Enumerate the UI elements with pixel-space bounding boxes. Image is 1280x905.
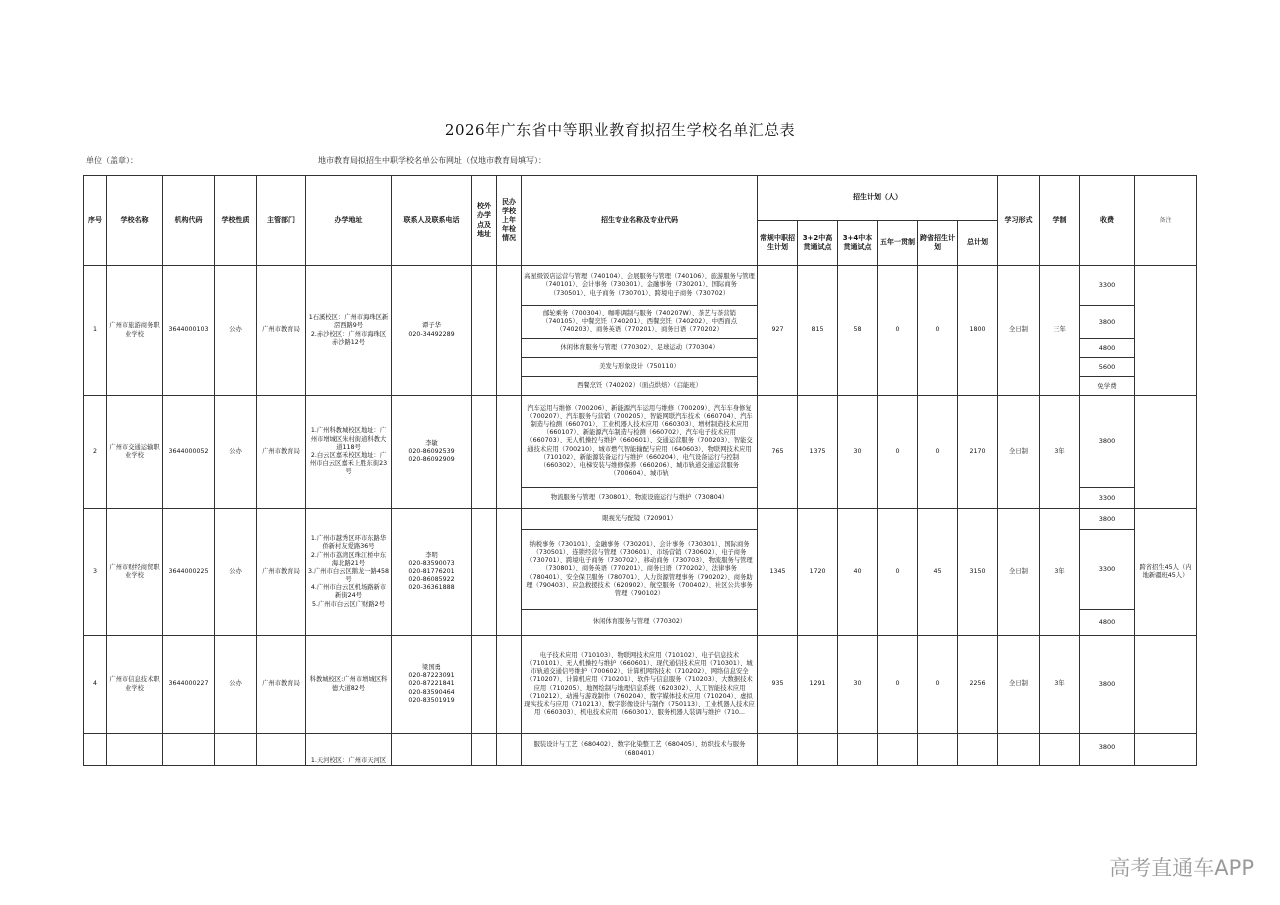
header-plan-group: 招生计划（人） [758, 176, 998, 221]
header-majors: 招生专业名称及专业代码 [522, 176, 758, 266]
cell-authority: 广州市教育局 [257, 509, 306, 636]
cell-note: 跨省招生45人（内地新疆班45人） [1135, 509, 1197, 636]
cell-nature: 公办 [215, 509, 257, 636]
cell-fee: 3300 [1080, 530, 1135, 610]
cell-off-campus [472, 266, 497, 396]
cell-plan-34: 30 [838, 636, 878, 734]
cell-address: 科教城校区:广州市增城区科德大道82号 [306, 636, 392, 734]
cell-seq [84, 734, 107, 766]
cell-fee: 3800 [1080, 734, 1135, 766]
cell-fee: 3800 [1080, 396, 1135, 488]
cell-contact [392, 734, 472, 766]
cell-fee: 3800 [1080, 306, 1135, 339]
header-note: 备注 [1135, 176, 1197, 266]
cell-plan-total: 1800 [958, 266, 998, 396]
cell-fee: 3800 [1080, 636, 1135, 734]
header-plan-regular: 常规中职招生计划 [758, 221, 798, 266]
cell-off-campus [472, 636, 497, 734]
cell-fee: 3800 [1080, 509, 1135, 530]
watermark-text: 高考直通车APP [1109, 856, 1254, 880]
cell-note [1135, 266, 1197, 396]
cell-plan-32: 1375 [798, 396, 838, 509]
cell-private-check [497, 396, 522, 509]
cell-nature [215, 734, 257, 766]
cell-major: 休闲体育服务与管理（770302） [522, 610, 758, 636]
cell-plan-cross: 0 [918, 636, 958, 734]
cell-study-form: 全日制 [998, 266, 1040, 396]
header-plan-32: 3+2中高贯通试点 [798, 221, 838, 266]
cell-major: 物流服务与管理（730801）、物流设施运行与维护（730804） [522, 488, 758, 509]
cell-study-form [998, 734, 1040, 766]
table-row [84, 266, 1197, 306]
header-fee: 收费 [1080, 176, 1135, 266]
cell-duration: 3年 [1040, 396, 1080, 509]
header-authority: 主管部门 [257, 176, 306, 266]
cell-plan-regular [758, 734, 798, 766]
cell-plan-total: 3150 [958, 509, 998, 636]
header-org-code: 机构代码 [163, 176, 215, 266]
table-row [84, 509, 1197, 530]
cell-seq: 4 [84, 636, 107, 734]
cell-plan-5yr: 0 [878, 266, 918, 396]
cell-authority: 广州市教育局 [257, 266, 306, 396]
cell-major: 汽车运用与维修（700206）、新能源汽车运用与维修（700209）、汽车车身修复（700207）、汽车服务与营销（700205）、智能网联汽车技术（660704）、汽车制造与检测（660701）、工业机器人技术应用（660303）、增材制造技术应用（660107）、新能源汽车制造与检测（660702）、汽车电子技术应用（660703）、无人机操控与维护（660601）、交通运营服务（700203）、智能交通技术应用（700210）、城市燃气智能输配与应用（640603）、物联网技术应用（710102）、新能源装备运行与维护（660204）、电气设备运行与控制（660302）、电梯安装与维修保养（660206）、城市轨道交通运营服务（700604）、城市轨 [522, 396, 758, 488]
cell-plan-32: 1720 [798, 509, 838, 636]
cell-major: 纳税事务（730101）、金融事务（730201）、会计事务（730301）、国际商务（730501）、连锁经营与管理（730601）、市场营销（730602）、电子商务（730701）、跨境电子商务（730702）、移动商务（730703）、物流服务与管理（730801）、商务英语（770201）、商务日语（770202）、法律事务（780401）、安全保卫服务（780701）、人力资源管理事务（790202）、商务助理（790403）、应急救援技术（620902）、航空服务（700402）、社区公共事务管理（790102） [522, 530, 758, 610]
cell-fee: 3300 [1080, 266, 1135, 306]
cell-major: 眼视光与配镜（720901） [522, 509, 758, 530]
cell-seq: 1 [84, 266, 107, 396]
cell-school-name [107, 734, 163, 766]
cell-plan-34 [838, 734, 878, 766]
cell-authority [257, 734, 306, 766]
cell-study-form: 全日制 [998, 636, 1040, 734]
cell-plan-32: 815 [798, 266, 838, 396]
cell-duration: 3年 [1040, 636, 1080, 734]
cell-plan-total: 2170 [958, 396, 998, 509]
cell-fee: 3300 [1080, 488, 1135, 509]
cell-plan-cross [918, 734, 958, 766]
cell-nature: 公办 [215, 266, 257, 396]
document-title: 2026年广东省中等职业教育拟招生学校名单汇总表 [444, 121, 796, 139]
cell-fee: 4800 [1080, 339, 1135, 358]
cell-nature: 公办 [215, 636, 257, 734]
cell-plan-32 [798, 734, 838, 766]
cell-seq: 2 [84, 396, 107, 509]
cell-plan-34: 40 [838, 509, 878, 636]
cell-major: 电子技术应用（710103）、物联网技术应用（710102）、电子信息技术（710101）、无人机操控与维护（660601）、现代通信技术应用（710301）、城市轨道交通信号维护（700602）、计算机网络技术（710202）、网络信息安全（710207）、计算机应用（710201）、软件与信息服务（710203）、大数据技术应用（710205）、地图绘制与地理信息系统（620302）、人工智能技术应用（710212）、动漫与游戏制作（760204）、数字媒体技术应用（710204）、虚拟现实技术与应用（710213）、数字影像设计与制作（750113）、工业机器人技术应用（660303）、机电技术应用（660301）、服务机器人装调与维护（710... [522, 636, 758, 734]
cell-address: 1.广州科教城校区地址：广州市增城区朱村街道科教大道118号 2.白云区嘉禾校区地址：广州市白云区嘉禾上胜东街23号 [306, 396, 392, 509]
cell-plan-cross: 45 [918, 509, 958, 636]
cell-address: 1石溪校区：广州市海珠区新滘西路9号 2.赤沙校区：广州市海珠区赤沙路12号 [306, 266, 392, 396]
header-contact: 联系人及联系电话 [392, 176, 472, 266]
header-private-check: 民办学校上年年检情况 [497, 176, 522, 266]
cell-plan-regular: 927 [758, 266, 798, 396]
cell-note [1135, 636, 1197, 734]
cell-seq: 3 [84, 509, 107, 636]
cell-plan-5yr [878, 734, 918, 766]
cell-major: 服装设计与工艺（680402）、数字化染整工艺（680405）、纺织技术与服务（680401） [522, 734, 758, 766]
cell-major: 美发与形象设计（750110） [522, 358, 758, 377]
cell-major: 休闲体育服务与管理（770302）、足球运动（770304） [522, 339, 758, 358]
cell-address: 1.广州市越秀区环市东路华侨新村友爱路36号 2.广州市荔湾区珠江桥中东海北路21号 3.广州市白云区鹅龙一路458号 4.广州市白云区机场路新市新街24号 5.广州市白云区广财路2号 [306, 509, 392, 636]
cell-nature: 公办 [215, 396, 257, 509]
cell-plan-regular: 765 [758, 396, 798, 509]
cell-school-name: 广州市财经商贸职业学校 [107, 509, 163, 636]
cell-plan-total: 2256 [958, 636, 998, 734]
cell-plan-34: 58 [838, 266, 878, 396]
table-row [84, 636, 1197, 734]
url-label: 地市教育局拟招生中职学校名单公布网址（仅地市教育局填写）： [318, 156, 546, 165]
header-address: 办学地址 [306, 176, 392, 266]
cell-org-code: 3644000227 [163, 636, 215, 734]
header-seq: 序号 [84, 176, 107, 266]
cell-plan-total [958, 734, 998, 766]
cell-plan-5yr: 0 [878, 396, 918, 509]
cell-school-name: 广州市旅游商务职业学校 [107, 266, 163, 396]
cell-org-code: 3644000103 [163, 266, 215, 396]
cell-fee: 4800 [1080, 610, 1135, 636]
cell-authority: 广州市教育局 [257, 636, 306, 734]
cell-off-campus [472, 734, 497, 766]
enrollment-table [83, 175, 1197, 766]
cell-address: 1.天河校区：广州市天河区 [306, 734, 392, 766]
cell-private-check [497, 509, 522, 636]
cell-private-check [497, 266, 522, 396]
cell-private-check [497, 734, 522, 766]
header-school-name: 学校名称 [107, 176, 163, 266]
cell-plan-cross: 0 [918, 266, 958, 396]
cell-private-check [497, 636, 522, 734]
header-duration: 学制 [1040, 176, 1080, 266]
cell-plan-cross: 0 [918, 396, 958, 509]
cell-school-name: 广州市信息技术职业学校 [107, 636, 163, 734]
cell-off-campus [472, 509, 497, 636]
header-nature: 学校性质 [215, 176, 257, 266]
cell-plan-regular: 935 [758, 636, 798, 734]
cell-authority: 广州市教育局 [257, 396, 306, 509]
cell-duration [1040, 734, 1080, 766]
cell-study-form: 全日制 [998, 396, 1040, 509]
cell-contact: 谭子华 020-34492289 [392, 266, 472, 396]
cell-note [1135, 396, 1197, 509]
cell-fee: 5600 [1080, 358, 1135, 377]
cell-off-campus [472, 396, 497, 509]
header-plan-5yr: 五年一贯制 [878, 221, 918, 266]
cell-plan-34: 30 [838, 396, 878, 509]
header-plan-34: 3+4中本贯通试点 [838, 221, 878, 266]
cell-org-code: 3644000225 [163, 509, 215, 636]
cell-org-code [163, 734, 215, 766]
table-row [84, 396, 1197, 488]
cell-study-form: 全日制 [998, 509, 1040, 636]
cell-plan-regular: 1345 [758, 509, 798, 636]
table-row [84, 734, 1197, 766]
header-study-form: 学习形式 [998, 176, 1040, 266]
header-plan-total: 总计划 [958, 221, 998, 266]
cell-plan-5yr: 0 [878, 636, 918, 734]
cell-duration: 三年 [1040, 266, 1080, 396]
cell-fee: 免学费 [1080, 377, 1135, 396]
cell-major: 西餐烹饪（740202）（面点烘焙）（启能班） [522, 377, 758, 396]
cell-duration: 3年 [1040, 509, 1080, 636]
cell-plan-5yr: 0 [878, 509, 918, 636]
cell-plan-32: 1291 [798, 636, 838, 734]
cell-major: 高星级饭店运营与管理（740104）、会展服务与管理（740106）、旅游服务与管理（740101）、会计事务（730301）、金融事务（730201）、国际商务（730501）、电子商务（730701）、跨境电子商务（730702） [522, 266, 758, 306]
cell-contact: 李敏 020-86092539 020-86092909 [392, 396, 472, 509]
cell-org-code: 3644000052 [163, 396, 215, 509]
cell-school-name: 广州市交通运输职业学校 [107, 396, 163, 509]
cell-major: 邮轮乘务（700304）、咖啡调制与服务（740207W）、茶艺与茶营销（740105）、中餐烹饪（740201）、西餐烹饪（740202）、中西面点（740203）、商务英语（770201）、商务日语（770202） [522, 306, 758, 339]
cell-contact: 梁国勇 020-87223091 020-87221841 020-83590464 020-83501919 [392, 636, 472, 734]
cell-contact: 李明 020-83590073 020-81776201 020-86085922 020-36361888 [392, 509, 472, 636]
cell-note [1135, 734, 1197, 766]
unit-label: 单位（盖章）： [86, 156, 138, 165]
header-plan-cross: 跨省招生计划 [918, 221, 958, 266]
header-off-campus: 校外办学点及地址 [472, 176, 497, 266]
